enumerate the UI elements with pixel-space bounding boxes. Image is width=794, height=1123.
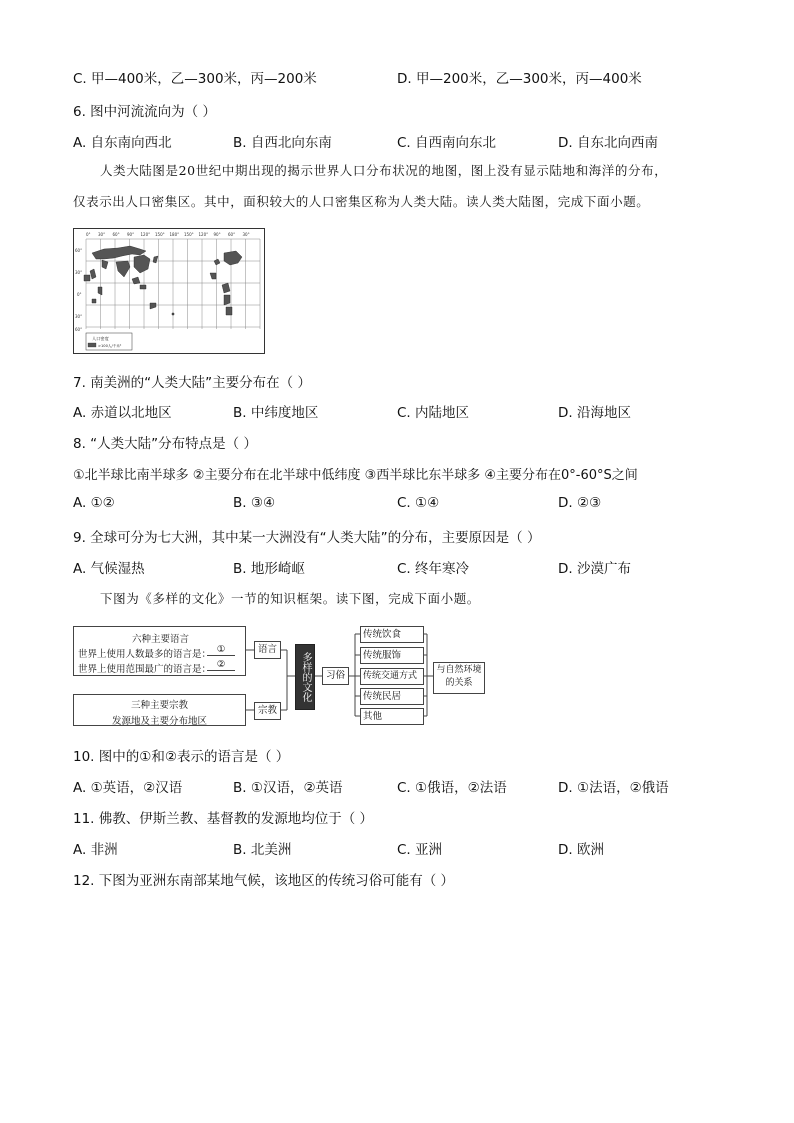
religions-line2: 发源地及主要分布地区 bbox=[111, 716, 207, 727]
q9-option-a: A. 气候湿热 bbox=[73, 561, 145, 577]
q7-option-d: D. 沿海地区 bbox=[558, 405, 631, 421]
q6-option-b: B. 自西北向东南 bbox=[233, 135, 332, 151]
map-tick-top: 120° bbox=[198, 232, 209, 237]
religions-line1: 三种主要宗教 bbox=[130, 700, 188, 711]
q11-option-b: B. 北美洲 bbox=[233, 842, 292, 858]
map-tick-top: 0° bbox=[86, 232, 91, 237]
framework-intro: 下图为《多样的文化》一节的知识框架。读下图，完成下面小题。 bbox=[100, 591, 480, 606]
q9-stem: 9. 全球可分为七大洲，其中某一大洲没有“人类大陆”的分布，主要原因是（ ） bbox=[73, 530, 541, 546]
blank-1: ① bbox=[207, 644, 235, 656]
map-tick-top: 30° bbox=[242, 232, 250, 237]
diverse-culture-center: 多样的文化 bbox=[295, 644, 315, 710]
q10-option-b: B. ①汉语，②英语 bbox=[233, 780, 343, 796]
q10-stem: 10. 图中的①和②表示的语言是（ ） bbox=[73, 749, 290, 765]
q7-option-b: B. 中纬度地区 bbox=[233, 405, 319, 421]
most-speakers-line: 世界上使用人数最多的语言是： bbox=[78, 649, 212, 660]
q11-stem: 11. 佛教、伊斯兰教、基督教的发源地均位于（ ） bbox=[73, 811, 374, 827]
q7-stem: 7. 南美洲的“人类大陆”主要分布在（ ） bbox=[73, 375, 311, 391]
q8-option-b: B. ③④ bbox=[233, 495, 276, 511]
q7-option-c: C. 内陆地区 bbox=[397, 405, 470, 421]
q6-stem: 6. 图中河流流向为（ ） bbox=[73, 104, 216, 120]
q7-option-a: A. 赤道以北地区 bbox=[73, 405, 172, 421]
widest-range-line: 世界上使用范围最广的语言是： bbox=[78, 664, 212, 675]
map-tick-top: 150° bbox=[155, 232, 165, 237]
religion-label: 宗教 bbox=[254, 702, 281, 720]
custom-clothing: 传统服饰 bbox=[360, 647, 424, 664]
intro-paragraph-line1: 人类大陆图是20世纪中期出现的揭示世界人口分布状况的地图，图上没有显示陆地和海洋的分布， bbox=[100, 163, 668, 178]
q5-option-c: C. 甲—400米，乙—300米，丙—200米 bbox=[73, 71, 317, 87]
q9-option-c: C. 终年寒冷 bbox=[397, 561, 470, 577]
map-tick-top: 120° bbox=[140, 232, 151, 237]
q6-option-c: C. 自西南向东北 bbox=[397, 135, 497, 151]
languages-box bbox=[73, 626, 246, 676]
custom-other: 其他 bbox=[360, 708, 424, 725]
map-tick-top: 180° bbox=[169, 232, 180, 237]
q8-option-a: A. ①② bbox=[73, 495, 115, 511]
culture-framework-diagram bbox=[73, 622, 493, 727]
language-label: 语言 bbox=[254, 641, 281, 659]
map-tick-left: 0° bbox=[77, 292, 82, 297]
map-tick-left: 30° bbox=[75, 314, 83, 319]
map-tick-top: 90° bbox=[127, 232, 135, 237]
map-legend-title: 人口密度 bbox=[92, 336, 109, 341]
custom-label: 习俗 bbox=[322, 667, 349, 685]
blank-2: ② bbox=[207, 659, 235, 671]
map-tick-top: 60° bbox=[112, 232, 120, 237]
map-tick-left: 60° bbox=[75, 248, 83, 253]
map-tick-top: 150° bbox=[184, 232, 194, 237]
q11-option-a: A. 非洲 bbox=[73, 842, 118, 858]
q8-option-d: D. ②③ bbox=[558, 495, 602, 511]
human-continent-map bbox=[73, 228, 265, 354]
q12-stem: 12. 下图为亚洲东南部某地气候，该地区的传统习俗可能有（ ） bbox=[73, 873, 455, 889]
q5-option-d: D. 甲—200米，乙—300米，丙—400米 bbox=[397, 71, 642, 87]
q9-option-d: D. 沙漠广布 bbox=[558, 561, 631, 577]
relation-box: 与自然环境的关系 bbox=[433, 662, 485, 694]
q11-option-c: C. 亚洲 bbox=[397, 842, 443, 858]
map-tick-top: 90° bbox=[213, 232, 221, 237]
q9-option-b: B. 地形崎岖 bbox=[233, 561, 305, 577]
q8-statements: ①北半球比南半球多 ②主要分布在北半球中低纬度 ③西半球比东半球多 ④主要分布在0°-60°S之间 bbox=[73, 468, 638, 483]
map-legend-swatch bbox=[88, 343, 96, 347]
q10-option-c: C. ①俄语，②法语 bbox=[397, 780, 507, 796]
q8-option-c: C. ①④ bbox=[397, 495, 440, 511]
q8-stem: 8. “人类大陆”分布特点是（ ） bbox=[73, 436, 257, 452]
custom-transport: 传统交通方式 bbox=[360, 668, 424, 685]
map-tick-left: 30° bbox=[75, 270, 83, 275]
map-tick-top: 30° bbox=[98, 232, 106, 237]
religions-box bbox=[73, 694, 246, 726]
q10-option-a: A. ①英语，②汉语 bbox=[73, 780, 183, 796]
intro-paragraph-line2: 仅表示出人口密集区。其中，面积较大的人口密集区称为人类大陆。读人类大陆图，完成下面小题。 bbox=[73, 194, 650, 209]
map-tick-top: 60° bbox=[228, 232, 236, 237]
q11-option-d: D. 欧洲 bbox=[558, 842, 604, 858]
custom-food: 传统饮食 bbox=[360, 626, 424, 643]
map-legend-item: >100人/千米² bbox=[98, 344, 122, 348]
map-tick-left: 60° bbox=[75, 327, 83, 332]
custom-dwelling: 传统民居 bbox=[360, 688, 424, 705]
q6-option-d: D. 自东北向西南 bbox=[558, 135, 658, 151]
languages-box-title: 六种主要语言 bbox=[132, 634, 190, 645]
q6-option-a: A. 自东南向西北 bbox=[73, 135, 172, 151]
q10-option-d: D. ①法语，②俄语 bbox=[558, 780, 669, 796]
